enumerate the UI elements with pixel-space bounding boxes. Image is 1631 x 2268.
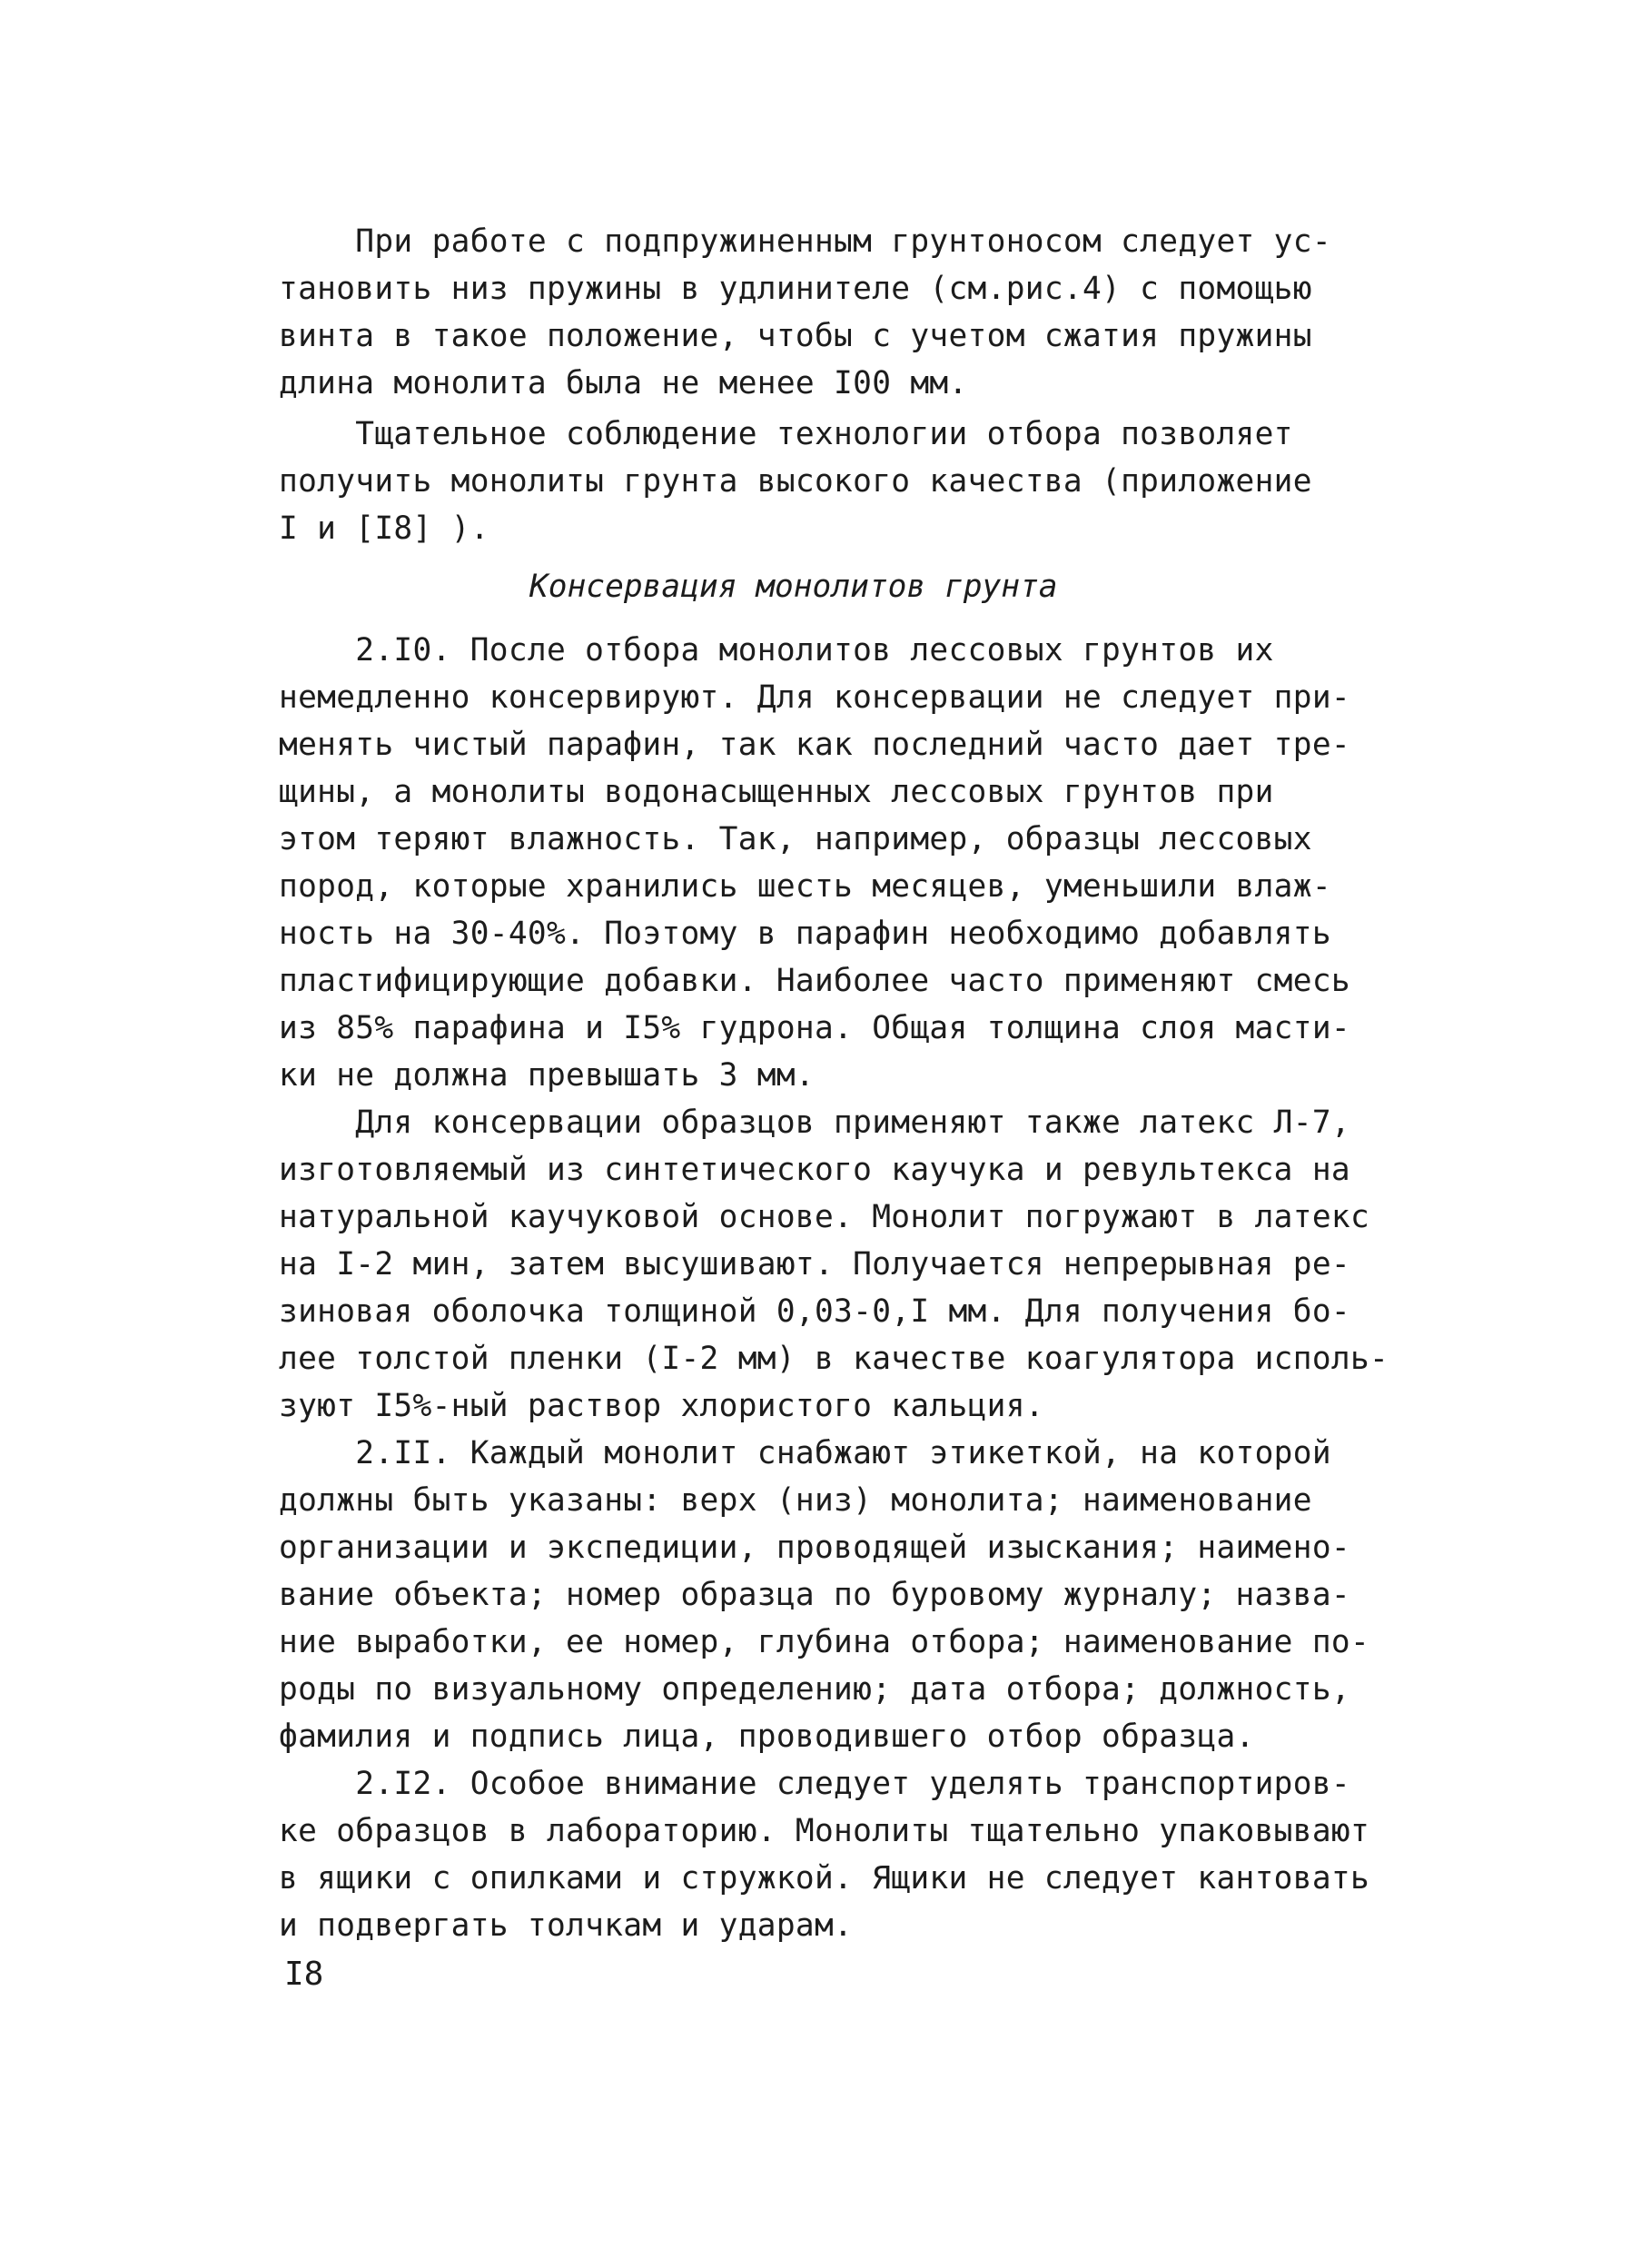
text-line: в ящики с опилками и стружкой. Ящики не следует кантовать: [279, 1860, 1370, 1897]
paragraph-technology: [279, 411, 1405, 552]
text-line: Для консервации образцов применяют также латекс Л-7,: [279, 1104, 1350, 1141]
section-heading: Консервация монолитов грунта: [529, 569, 1058, 605]
text-line: 2.I0. После отбора монолитов лессовых грунтов их: [279, 632, 1274, 669]
text-line: 2.II. Каждый монолит снабжают этикеткой, на которой: [279, 1435, 1331, 1471]
text-line: получить монолиты грунта высокого качества (приложение: [279, 463, 1312, 500]
text-line: немедленно консервируют. Для консервации не следует при-: [279, 679, 1350, 716]
text-line: 2.I2. Особое внимание следует уделять транспортиров-: [279, 1766, 1350, 1802]
text-line: I и [I8] ).: [279, 510, 489, 547]
text-line: организации и экспедиции, проводящей изыскания; наимено-: [279, 1530, 1350, 1566]
text-line: ность на 30-40%. Поэтому в парафин необходимо добавлять: [279, 916, 1331, 952]
text-line: ки не должна превышать 3 мм.: [279, 1057, 815, 1094]
text-line: натуральной каучуковой основе. Монолит погружают в латекс: [279, 1199, 1370, 1235]
text-line: этом теряют влажность. Так, например, образцы лессовых: [279, 821, 1312, 857]
paragraph-2-10: [279, 627, 1405, 1099]
paragraph-latex: [279, 1099, 1405, 1430]
text-line: тановить низ пружины в удлинителе (см.рис.4) с помощью: [279, 271, 1312, 307]
text-line: пород, которые хранились шесть месяцев, уменьшили влаж-: [279, 868, 1331, 905]
text-line: вание объекта; номер образца по буровому журналу; назва-: [279, 1577, 1350, 1613]
text-line: пластифицирующие добавки. Наиболее часто применяют смесь: [279, 963, 1350, 999]
text-line: длина монолита была не менее I00 мм.: [279, 365, 968, 401]
paragraph-spring-sampler: [279, 218, 1405, 407]
text-line: фамилия и подпись лица, проводившего отбор образца.: [279, 1718, 1255, 1755]
text-line: изготовляемый из синтетического каучука и ревультекса на: [279, 1152, 1350, 1188]
text-line: лее толстой пленки (I-2 мм) в качестве коагулятора исполь-: [279, 1341, 1389, 1377]
text-line: из 85% парафина и I5% гудрона. Общая толщина слоя масти-: [279, 1010, 1350, 1046]
page-number: I8: [284, 1956, 324, 1993]
text-line: ке образцов в лабораторию. Монолиты тщательно упаковывают: [279, 1813, 1370, 1849]
text-line: щины, а монолиты водонасыщенных лессовых грунтов при: [279, 774, 1274, 810]
text-line: менять чистый парафин, так как последний часто дает тре-: [279, 727, 1350, 763]
text-line: При работе с подпружиненным грунтоносом следует ус-: [279, 223, 1331, 260]
text-line: зуют I5%-ный раствор хлористого кальция.: [279, 1388, 1044, 1424]
text-line: винта в такое положение, чтобы с учетом сжатия пружины: [279, 318, 1312, 354]
text-line: Тщательное соблюдение технологии отбора позволяет: [279, 416, 1293, 452]
text-line: ние выработки, ее номер, глубина отбора; наименование по-: [279, 1624, 1370, 1660]
text-line: и подвергать толчкам и ударам.: [279, 1907, 854, 1944]
text-line: зиновая оболочка толщиной 0,03-0,I мм. Для получения бо-: [279, 1293, 1350, 1330]
text-line: должны быть указаны: верх (низ) монолита; наименование: [279, 1482, 1312, 1519]
paragraph-2-11: [279, 1430, 1405, 1760]
paragraph-2-12: [279, 1760, 1405, 1949]
text-line: роды по визуальному определению; дата отбора; должность,: [279, 1671, 1350, 1708]
text-line: на I-2 мин, затем высушивают. Получается непрерывная ре-: [279, 1246, 1350, 1283]
